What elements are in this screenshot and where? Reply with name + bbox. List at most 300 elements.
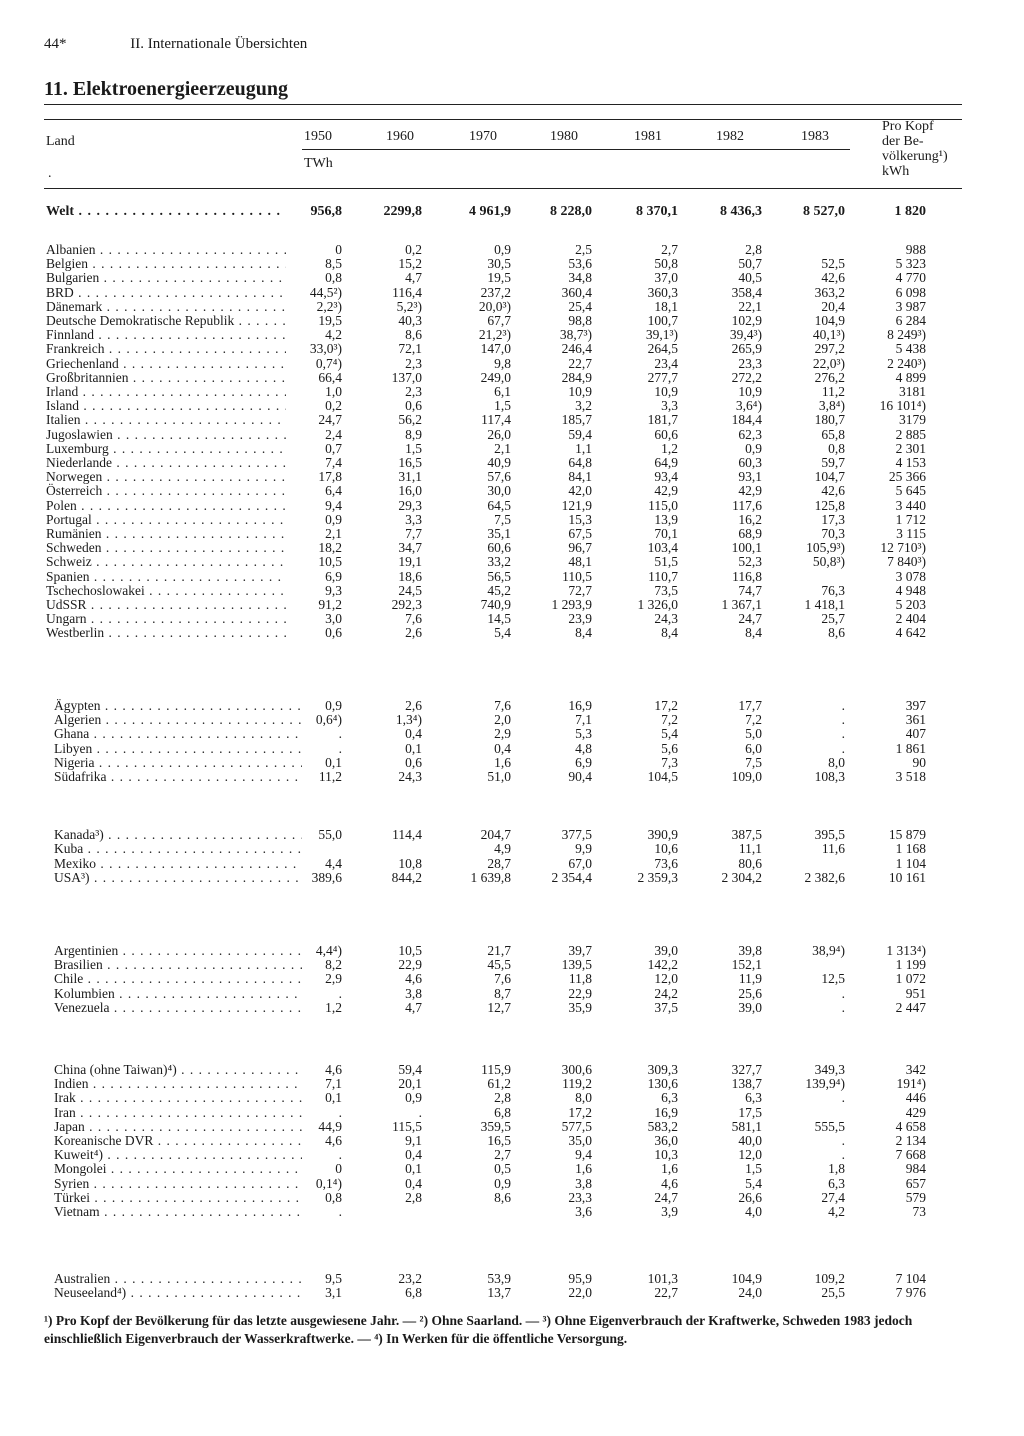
per-capita-value: 7 840³) [887,554,926,569]
per-capita-value: 15 879 [888,827,926,842]
year-value: 3,2 [575,398,592,413]
per-capita-value: 4 770 [895,270,926,285]
year-value: 33,0³) [309,341,342,356]
year-value: 0,6 [405,398,422,413]
country-name: BRD . . . [46,285,286,301]
year-value: 138,7 [731,1076,762,1091]
year-value: 24,2 [654,986,678,1001]
year-value: 1,6 [575,1161,592,1176]
year-header: 1982 [716,129,744,144]
year-value: 39,0 [738,1000,762,1015]
year-value: 0 [335,1161,342,1176]
year-value: 24,3 [398,769,422,784]
year-value: 2,7 [661,242,678,257]
per-capita-line-2: der Be- [882,134,924,149]
per-capita-value: 988 [905,242,926,257]
year-value: 24,7 [738,611,762,626]
year-value: 0,9 [494,242,511,257]
year-value: 0,7⁴) [315,356,342,371]
year-value: 34,7 [398,540,422,555]
year-value: 116,8 [732,569,762,584]
year-value: 581,1 [731,1119,762,1134]
year-value: . [841,986,845,1001]
year-value: 4,4⁴) [315,943,342,958]
per-capita-value: 1 313⁴) [886,943,926,958]
year-value: 8,2 [325,957,342,972]
year-value: 5,0 [745,726,762,741]
year-value: 53,6 [568,256,592,271]
year-value: 53,9 [487,1271,511,1286]
year-value: 349,3 [814,1062,845,1077]
per-capita-value: 361 [905,712,926,727]
year-value: 28,7 [487,856,511,871]
year-value: 0,8 [325,270,342,285]
year-value: 7,2 [745,712,762,727]
per-capita-line-3: völkerung¹) [882,149,948,164]
year-value: 10,5 [318,554,342,569]
year-value: 67,0 [568,856,592,871]
unit-label: TWh [304,156,333,171]
year-value: 8 228,0 [550,204,592,219]
year-value: 2,9 [325,971,342,986]
year-value: 4,4 [325,856,342,871]
year-value: 395,5 [814,827,845,842]
table-row [0,769,1024,785]
year-value: 8 527,0 [803,204,845,219]
year-value: 52,5 [821,256,845,271]
year-value: 1,5 [494,398,511,413]
year-value: 7,5 [494,512,511,527]
year-value: 20,4 [821,299,845,314]
country-name: Österreich . . . [46,483,286,499]
year-value: 18,1 [654,299,678,314]
year-value: 9,8 [494,356,511,371]
year-value: 7,1 [575,712,592,727]
year-value: . [841,698,845,713]
country-name: Westberlin . . . [46,625,286,641]
year-value: 10,5 [398,943,422,958]
year-value: 50,8³) [812,554,845,569]
per-capita-value: 2 134 [895,1133,926,1148]
country-name: Libyen . . . [54,741,302,757]
year-value: 4,6 [661,1176,678,1191]
year-value: 40,5 [738,270,762,285]
year-value: 2 359,3 [637,870,678,885]
year-value: 73,5 [654,583,678,598]
year-value: 14,5 [487,611,511,626]
per-capita-value: 191⁴) [896,1076,926,1091]
year-value: 98,8 [568,313,592,328]
year-value: 17,2 [568,1105,592,1120]
table-title: 11. Elektroenergieerzeugung [44,78,289,100]
year-value: 39,7 [568,943,592,958]
year-value: 10,9 [568,384,592,399]
country-name: Mexiko . . . [54,856,302,872]
year-value: 2 354,4 [551,870,592,885]
year-value: 96,7 [568,540,592,555]
year-value: 577,5 [561,1119,592,1134]
section-title: II. Internationale Übersichten [130,36,308,52]
year-value: 7,5 [745,755,762,770]
country-name: Norwegen . . . [46,469,286,485]
year-value: 110,7 [648,569,678,584]
year-value: 284,9 [561,370,592,385]
year-value: 11,2 [318,769,342,784]
year-value: 389,6 [311,870,342,885]
year-value: 15,3 [568,512,592,527]
footnotes: ¹) Pro Kopf der Bevölkerung für das letzte ausgewiesene Jahr. — ²) Ohne Saarland. — ³) Ohne Eigenverbrauch der Kraftwerke, Schweden 1983 jedoch einschließlich Eigenverbrauch der Wasserkraftwerke. — ⁴) In Werken für die öffentliche Versorgung. [44,1313,913,1346]
year-value: 23,2 [398,1271,422,1286]
per-capita-value: 2 404 [895,611,926,626]
year-value: 31,1 [398,469,422,484]
year-value: 249,0 [480,370,511,385]
year-value: 17,2 [654,698,678,713]
year-value: . [841,1133,845,1148]
country-name: Ghana . . . [54,726,302,742]
year-value: 20,0³) [478,299,511,314]
country-name: Ungarn . . . [46,611,286,627]
year-header: 1980 [550,129,578,144]
year-value: 27,4 [821,1190,845,1205]
year-value: 44,9 [318,1119,342,1134]
year-value: 102,9 [731,313,762,328]
year-value: 22,9 [398,957,422,972]
header-top-rule [44,119,962,120]
per-capita-value: 25 366 [888,469,926,484]
year-value: 8,0 [828,755,845,770]
year-value: 11,2 [821,384,845,399]
year-value: 24,5 [398,583,422,598]
year-value: 309,3 [647,1062,678,1077]
year-value: 64,5 [487,498,511,513]
year-value: 72,1 [398,341,422,356]
year-value: 116,4 [392,285,422,300]
year-value: 272,2 [731,370,762,385]
year-value: 0,1 [405,741,422,756]
country-name: Mongolei . . . [54,1161,302,1177]
table-row [0,726,1024,742]
year-value: 8 436,3 [720,204,762,219]
per-capita-value: 3 115 [896,526,926,541]
year-value: 0,4 [494,741,511,756]
year-value: 19,5 [487,270,511,285]
year-value: 0,6 [325,625,342,640]
year-value: 7,6 [405,611,422,626]
year-value: 51,0 [487,769,511,784]
year-value: 2,1 [325,526,342,541]
year-value: 8,6 [405,327,422,342]
year-value: 1 639,8 [470,870,511,885]
per-capita-value: 7 104 [895,1271,926,1286]
year-value: 3,8 [405,986,422,1001]
year-value: 38,9⁴) [812,943,845,958]
year-header: 1960 [386,129,414,144]
year-value: 64,9 [654,455,678,470]
per-capita-header [882,119,948,179]
year-value: 10,9 [654,384,678,399]
per-capita-value: 4 153 [895,455,926,470]
year-value: 2,6 [405,625,422,640]
country-name: Frankreich . . . [46,341,286,357]
per-capita-value: 7 668 [895,1147,926,1162]
year-value: 2,2³) [316,299,342,314]
year-value: 2,4 [325,427,342,442]
year-value: 109,2 [814,1271,845,1286]
land-marker: . [48,166,52,181]
per-capita-value: 4 899 [895,370,926,385]
year-value: 0 [335,242,342,257]
country-name: Ägypten . . . [54,698,302,714]
year-value: . [418,1105,422,1120]
table-row [0,1161,1024,1177]
table-row [0,270,1024,286]
country-name: Brasilien . . . [54,957,302,973]
year-value: 139,5 [561,957,592,972]
year-value: . [841,1000,845,1015]
year-value: 7,1 [325,1076,342,1091]
year-value: 55,0 [318,827,342,842]
year-value: 39,1³) [645,327,678,342]
year-value: 30,0 [487,483,511,498]
per-capita-value: 10 161 [888,870,926,885]
year-value: 0,9 [325,698,342,713]
per-capita-value: 1 168 [895,841,926,856]
year-value: 2,3 [405,384,422,399]
year-value: 2,6 [405,698,422,713]
year-value: 1,0 [325,384,342,399]
year-value: 10,6 [654,841,678,856]
year-value: 956,8 [310,204,342,219]
year-value: 8 370,1 [636,204,678,219]
year-value: 9,4 [325,498,342,513]
year-value: 22,9 [568,986,592,1001]
year-value: 3,8⁴) [818,398,845,413]
year-value: 6,9 [575,755,592,770]
year-value: 8,0 [575,1090,592,1105]
year-value: 4,7 [405,1000,422,1015]
table-row [0,554,1024,570]
year-value: 0,6 [405,755,422,770]
year-value: 4,6 [325,1133,342,1148]
year-value: 121,9 [561,498,592,513]
year-value: . [841,741,845,756]
year-value: 555,5 [814,1119,845,1134]
year-value: 0,9 [405,1090,422,1105]
year-value: 2299,8 [383,204,422,219]
year-value: 246,4 [561,341,592,356]
per-capita-value: 8 249³) [887,327,926,342]
year-value: 42,0 [568,483,592,498]
year-value: 4,7 [405,270,422,285]
year-value: 110,5 [562,569,592,584]
year-value: 11,6 [821,841,845,856]
year-value: 180,7 [814,412,845,427]
year-value: 17,5 [738,1105,762,1120]
country-name: Koreanische DVR . . . [54,1133,302,1149]
year-value: 8,4 [661,625,678,640]
country-name: Bulgarien . . . [46,270,286,286]
year-value: 23,4 [654,356,678,371]
year-value: 6,9 [325,569,342,584]
year-value: 39,8 [738,943,762,958]
year-value: 64,8 [568,455,592,470]
country-name: Luxemburg . . . [46,441,286,457]
year-value: 115,9 [481,1062,511,1077]
year-value: 6,3 [661,1090,678,1105]
year-value: 6,0 [745,741,762,756]
year-value: 13,9 [654,512,678,527]
year-value: 0,9 [325,512,342,527]
table-row [0,625,1024,641]
year-value: 1,6 [661,1161,678,1176]
year-value: 59,7 [821,455,845,470]
year-value: 70,1 [654,526,678,541]
per-capita-value: 4 948 [895,583,926,598]
year-value: 1,5 [745,1161,762,1176]
per-capita-value: 90 [912,755,926,770]
year-value: 5,3 [575,726,592,741]
year-value: 35,0 [568,1133,592,1148]
country-name: Griechenland . . . [46,356,286,372]
year-value: 125,8 [814,498,845,513]
per-capita-value: 342 [905,1062,926,1077]
year-value: 2,9 [494,726,511,741]
year-value: 104,9 [814,313,845,328]
year-value: 105,9³) [806,540,845,555]
year-value: 277,7 [647,370,678,385]
per-capita-value: 2 301 [895,441,926,456]
per-capita-value: 5 438 [895,341,926,356]
year-value: 6,3 [828,1176,845,1191]
year-value: 390,9 [647,827,678,842]
year-value: 51,5 [654,554,678,569]
country-name: Südafrika . . . [54,769,302,785]
year-value: . [841,712,845,727]
year-value: 139,9⁴) [805,1076,845,1091]
table-row [0,1204,1024,1220]
year-value: 115,5 [392,1119,422,1134]
year-value: 3,6⁴) [735,398,762,413]
year-value: 3,3 [405,512,422,527]
year-header: 1983 [801,129,829,144]
year-value: 17,7 [738,698,762,713]
country-name: Kuba . . . [54,841,302,857]
year-value: 1 367,1 [721,597,762,612]
per-capita-value: 2 447 [895,1000,926,1015]
year-value: 10,9 [738,384,762,399]
year-value: 297,2 [814,341,845,356]
per-capita-value: 6 284 [895,313,926,328]
year-value: 93,1 [738,469,762,484]
year-value: 0,1 [325,1090,342,1105]
header-bottom-rule [44,188,962,189]
per-capita-value: 16 101⁴) [879,398,926,413]
year-value: 108,3 [814,769,845,784]
year-value: 2,0 [494,712,511,727]
year-value: 45,5 [487,957,511,972]
year-value: 24,0 [738,1285,762,1300]
year-value: 67,5 [568,526,592,541]
country-name: China (ohne Taiwan)⁴) . . . [54,1062,302,1078]
year-value: 25,7 [821,611,845,626]
year-value: 84,1 [568,469,592,484]
year-value: 4,6 [405,971,422,986]
year-value: 65,8 [821,427,845,442]
year-value: 29,3 [398,498,422,513]
year-value: 95,9 [568,1271,592,1286]
per-capita-value: 3 440 [895,498,926,513]
country-name: Irland . . . [46,384,286,400]
year-value: 237,2 [480,285,511,300]
year-value: 0,1 [325,755,342,770]
year-value: 16,5 [398,455,422,470]
year-value: 2,5 [575,242,592,257]
table-row [0,1090,1024,1106]
year-value: 90,4 [568,769,592,784]
year-value: 6,8 [494,1105,511,1120]
year-value: 25,6 [738,986,762,1001]
year-value: 48,1 [568,554,592,569]
year-value: 7,6 [494,698,511,713]
country-name: Algerien . . . [54,712,302,728]
year-value: 844,2 [391,870,422,885]
year-value: 9,9 [575,841,592,856]
per-capita-value: 1 104 [895,856,926,871]
year-value: 0,4 [405,726,422,741]
country-name: Deutsche Demokratische Republik . . . [46,313,286,329]
per-capita-value: 5 323 [895,256,926,271]
year-value: 50,8 [654,256,678,271]
per-capita-value: 1 072 [895,971,926,986]
year-value: 9,5 [325,1271,342,1286]
year-value: 50,7 [738,256,762,271]
year-value: 10,8 [398,856,422,871]
year-value: 204,7 [480,827,511,842]
year-value: 0,8 [828,441,845,456]
country-name: Indien . . . [54,1076,302,1092]
year-value: 6,1 [494,384,511,399]
year-value: 7,7 [405,526,422,541]
year-value: 142,2 [647,957,678,972]
year-value: 1 418,1 [804,597,845,612]
table-row [0,412,1024,428]
year-value: 359,5 [480,1119,511,1134]
country-name: Vietnam . . . [54,1204,302,1220]
per-capita-value: 446 [905,1090,926,1105]
table-row [0,1285,1024,1301]
year-value: 0,7 [325,441,342,456]
year-value: 25,5 [821,1285,845,1300]
year-value: 44,5²) [309,285,342,300]
year-value: 16,5 [487,1133,511,1148]
country-name: USA³) . . . [54,870,302,886]
year-value: 100,7 [647,313,678,328]
year-value: 26,0 [487,427,511,442]
year-value: 5,4 [745,1176,762,1191]
top-rule [44,104,962,105]
year-value: 119,2 [562,1076,592,1091]
year-value: 264,5 [647,341,678,356]
year-value: 265,9 [731,341,762,356]
year-value: 4,0 [745,1204,762,1219]
per-capita-value: 12 710³) [880,540,926,555]
year-value: 2,7 [494,1147,511,1162]
country-name: Iran . . . [54,1105,302,1121]
year-value: 62,3 [738,427,762,442]
year-value: 387,5 [731,827,762,842]
year-value: 2 382,6 [804,870,845,885]
year-value: 21,2³) [478,327,511,342]
